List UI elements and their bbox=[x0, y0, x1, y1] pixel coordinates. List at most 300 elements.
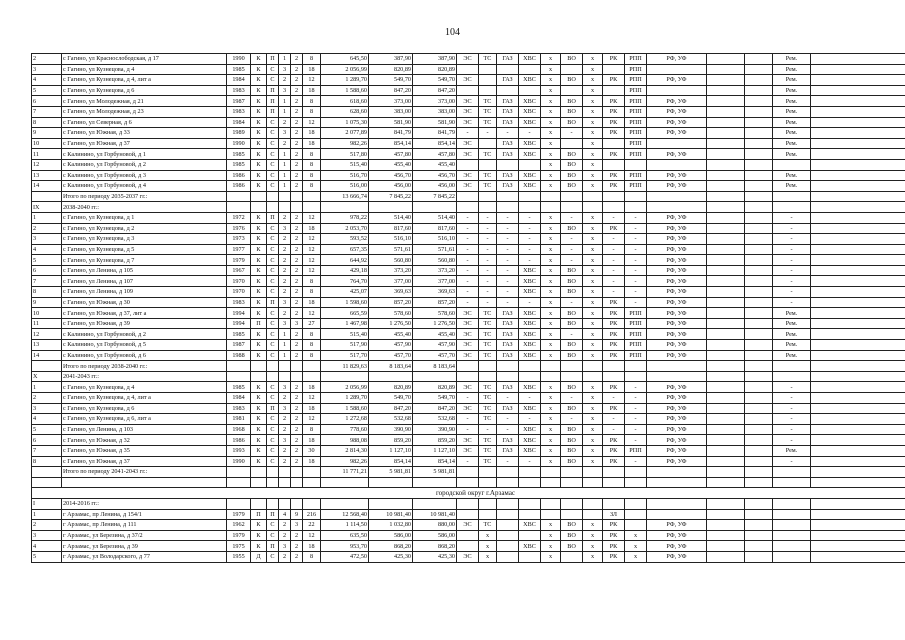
cell-es: ЭС bbox=[457, 520, 479, 531]
cell-col22 bbox=[707, 551, 745, 562]
cell-rf-uf: РФ, УФ bbox=[647, 223, 707, 234]
cell-area-residential: 514,40 bbox=[413, 212, 457, 223]
cell-wall: К bbox=[251, 393, 267, 404]
cell-area-residential: 820,89 bbox=[413, 64, 457, 75]
cell-roof bbox=[267, 498, 279, 509]
cell-col23 bbox=[745, 297, 773, 308]
cell-rk: РК bbox=[603, 170, 625, 181]
cell-hvs bbox=[519, 477, 541, 488]
cell-rk: РК bbox=[603, 106, 625, 117]
cell-hvs: - bbox=[519, 456, 541, 467]
cell-num: 1 bbox=[32, 212, 62, 223]
cell-hvs: ХВС bbox=[519, 435, 541, 446]
cell-vo bbox=[561, 477, 583, 488]
cell-area-residential: 455,40 bbox=[413, 159, 457, 170]
cell-vdo: х bbox=[583, 106, 603, 117]
cell-area-residential: 841,79 bbox=[413, 128, 457, 139]
cell-floors: 2 bbox=[291, 287, 303, 298]
cell-vo: ВО bbox=[561, 75, 583, 86]
cell-wall: К bbox=[251, 170, 267, 181]
cell-year: 1989 bbox=[227, 128, 251, 139]
cell-area-residential: 847,20 bbox=[413, 85, 457, 96]
cell-vdo: х bbox=[583, 297, 603, 308]
cell-vdo: х bbox=[583, 393, 603, 404]
cell-rem: - bbox=[773, 287, 811, 298]
cell-col22 bbox=[707, 445, 745, 456]
cell-rk: РК bbox=[603, 340, 625, 351]
cell-num: 7 bbox=[32, 106, 62, 117]
cell-area-residential bbox=[413, 202, 457, 213]
cell-extra bbox=[811, 467, 905, 478]
cell-gvs: х bbox=[541, 403, 561, 414]
table-row bbox=[32, 297, 905, 308]
cell-wall: К bbox=[251, 244, 267, 255]
cell-num: 7 bbox=[32, 276, 62, 287]
cell-col22 bbox=[707, 456, 745, 467]
cell-address: с Гагино, ул Краснослободская, д 17 bbox=[62, 54, 227, 65]
cell-rf-uf: РФ, УФ bbox=[647, 340, 707, 351]
cell-col22 bbox=[707, 424, 745, 435]
cell-sections: 2 bbox=[279, 414, 291, 425]
cell-num bbox=[32, 467, 62, 478]
cell-col23 bbox=[745, 477, 773, 488]
cell-col23 bbox=[745, 467, 773, 478]
cell-vo: ВО bbox=[561, 106, 583, 117]
cell-year: 1967 bbox=[227, 265, 251, 276]
cell-rpp: - bbox=[625, 393, 647, 404]
cell-col22 bbox=[707, 202, 745, 213]
cell-rf-uf: РФ, УФ bbox=[647, 382, 707, 393]
cell-ts: ТС bbox=[479, 106, 497, 117]
cell-es: ЭС bbox=[457, 340, 479, 351]
table-row bbox=[32, 276, 905, 287]
cell-address: 2038-2040 гг.: bbox=[62, 202, 227, 213]
cell-vdo: х bbox=[583, 530, 603, 541]
cell-hvs: - bbox=[519, 414, 541, 425]
cell-rem: - bbox=[773, 435, 811, 446]
cell-area-residential: 857,20 bbox=[413, 297, 457, 308]
cell-year: 1975 bbox=[227, 541, 251, 552]
cell-extra bbox=[811, 393, 905, 404]
cell-address: с Гагино, ул Ленина, д 107 bbox=[62, 276, 227, 287]
cell-es bbox=[457, 541, 479, 552]
cell-rf-uf: РФ, УФ bbox=[647, 255, 707, 266]
cell-col23 bbox=[745, 75, 773, 86]
cell-num: X bbox=[32, 371, 62, 382]
cell-hvs: ХВС bbox=[519, 424, 541, 435]
cell-flats bbox=[303, 498, 321, 509]
cell-area-residential: 457,90 bbox=[413, 340, 457, 351]
cell-col23 bbox=[745, 276, 773, 287]
cell-area-total: 13 666,74 bbox=[321, 191, 369, 202]
cell-es: - bbox=[457, 287, 479, 298]
cell-area-living: 841,79 bbox=[369, 128, 413, 139]
cell-col22 bbox=[707, 191, 745, 202]
cell-vdo: х bbox=[583, 54, 603, 65]
cell-gvs: х bbox=[541, 435, 561, 446]
cell-address: с Гагино, ул Молодежная, д 23 bbox=[62, 106, 227, 117]
cell-floors: 2 bbox=[291, 149, 303, 160]
cell-sections: 3 bbox=[279, 85, 291, 96]
cell-address: с Гагино, ул Кузнецова, д 2 bbox=[62, 223, 227, 234]
cell-year bbox=[227, 477, 251, 488]
cell-gas bbox=[497, 361, 519, 372]
cell-hvs: ХВС bbox=[519, 138, 541, 149]
cell-rpp: х bbox=[625, 530, 647, 541]
cell-sections: 2 bbox=[279, 551, 291, 562]
cell-area-total: 953,70 bbox=[321, 541, 369, 552]
cell-wall: К bbox=[251, 212, 267, 223]
cell-gas bbox=[497, 371, 519, 382]
cell-address: 2041-2043 гг.: bbox=[62, 371, 227, 382]
cell-roof: С bbox=[267, 424, 279, 435]
cell-gas: - bbox=[497, 276, 519, 287]
cell-rpp bbox=[625, 371, 647, 382]
cell-gas: - bbox=[497, 255, 519, 266]
cell-col22 bbox=[707, 106, 745, 117]
cell-col22 bbox=[707, 128, 745, 139]
cell-sections: 3 bbox=[279, 541, 291, 552]
cell-area-living: 514,40 bbox=[369, 212, 413, 223]
cell-wall bbox=[251, 191, 267, 202]
cell-vo bbox=[561, 85, 583, 96]
cell-hvs: ХВС bbox=[519, 318, 541, 329]
cell-num: 8 bbox=[32, 456, 62, 467]
cell-sections: 4 bbox=[279, 509, 291, 520]
cell-gvs bbox=[541, 498, 561, 509]
cell-ts: х bbox=[479, 551, 497, 562]
cell-vdo bbox=[583, 509, 603, 520]
cell-col22 bbox=[707, 340, 745, 351]
cell-flats: 12 bbox=[303, 414, 321, 425]
cell-es bbox=[457, 85, 479, 96]
cell-area-total: 2 056,99 bbox=[321, 64, 369, 75]
cell-ts bbox=[479, 477, 497, 488]
cell-area-residential: 456,70 bbox=[413, 170, 457, 181]
cell-year: 1983 bbox=[227, 403, 251, 414]
cell-year: 1994 bbox=[227, 318, 251, 329]
cell-area-residential: 549,70 bbox=[413, 393, 457, 404]
cell-area-total bbox=[321, 202, 369, 213]
cell-floors: 2 bbox=[291, 106, 303, 117]
cell-ts: - bbox=[479, 276, 497, 287]
cell-floors: 2 bbox=[291, 54, 303, 65]
cell-area-total bbox=[321, 371, 369, 382]
cell-address: с Гагино, ул Кузнецова, д 6 bbox=[62, 85, 227, 96]
cell-hvs bbox=[519, 371, 541, 382]
cell-year: 1984 bbox=[227, 393, 251, 404]
cell-address: с Гагино, ул Ленина, д 105 bbox=[62, 265, 227, 276]
cell-rf-uf: РФ, УФ bbox=[647, 265, 707, 276]
cell-gas: ГАЗ bbox=[497, 181, 519, 192]
cell-col23 bbox=[745, 350, 773, 361]
cell-vo: ВО bbox=[561, 541, 583, 552]
cell-es: - bbox=[457, 234, 479, 245]
cell-num: 4 bbox=[32, 414, 62, 425]
cell-area-total: 425,07 bbox=[321, 287, 369, 298]
cell-area-total: 2 056,99 bbox=[321, 382, 369, 393]
cell-vdo: х bbox=[583, 128, 603, 139]
cell-sections: 3 bbox=[279, 318, 291, 329]
cell-extra bbox=[811, 212, 905, 223]
cell-extra bbox=[811, 54, 905, 65]
cell-wall: К bbox=[251, 96, 267, 107]
cell-hvs bbox=[519, 467, 541, 478]
cell-flats: 30 bbox=[303, 445, 321, 456]
cell-vo bbox=[561, 467, 583, 478]
cell-extra bbox=[811, 424, 905, 435]
cell-flats: 18 bbox=[303, 403, 321, 414]
cell-roof bbox=[267, 467, 279, 478]
cell-rem: - bbox=[773, 212, 811, 223]
cell-wall: К bbox=[251, 287, 267, 298]
cell-gvs: х bbox=[541, 308, 561, 319]
cell-wall bbox=[251, 467, 267, 478]
cell-gas: ГАЗ bbox=[497, 318, 519, 329]
cell-vdo: х bbox=[583, 435, 603, 446]
cell-col23 bbox=[745, 403, 773, 414]
cell-year: 1981 bbox=[227, 414, 251, 425]
cell-rpp: РПП bbox=[625, 138, 647, 149]
cell-vdo bbox=[583, 498, 603, 509]
cell-es: ЭС bbox=[457, 138, 479, 149]
cell-wall: К bbox=[251, 75, 267, 86]
cell-roof: П bbox=[267, 85, 279, 96]
cell-num: 10 bbox=[32, 308, 62, 319]
cell-floors: 2 bbox=[291, 445, 303, 456]
cell-area-living: 455,40 bbox=[369, 159, 413, 170]
cell-extra bbox=[811, 128, 905, 139]
cell-flats: 12 bbox=[303, 530, 321, 541]
cell-sections: 1 bbox=[279, 181, 291, 192]
table-row bbox=[32, 318, 905, 329]
cell-num: 4 bbox=[32, 541, 62, 552]
cell-rem: Рем. bbox=[773, 96, 811, 107]
cell-extra bbox=[811, 445, 905, 456]
cell-rk: - bbox=[603, 287, 625, 298]
table-row bbox=[32, 170, 905, 181]
cell-vdo: х bbox=[583, 308, 603, 319]
cell-col23 bbox=[745, 361, 773, 372]
cell-extra bbox=[811, 276, 905, 287]
cell-num: 11 bbox=[32, 318, 62, 329]
cell-year: 1976 bbox=[227, 223, 251, 234]
cell-gas: - bbox=[497, 223, 519, 234]
cell-area-living: 820,89 bbox=[369, 64, 413, 75]
cell-area-residential: 1 276,50 bbox=[413, 318, 457, 329]
cell-area-living: 387,90 bbox=[369, 54, 413, 65]
cell-gvs: х bbox=[541, 445, 561, 456]
cell-area-residential: 854,14 bbox=[413, 138, 457, 149]
cell-area-living: 854,14 bbox=[369, 138, 413, 149]
cell-area-living: 369,63 bbox=[369, 287, 413, 298]
cell-address: Итого по периоду 2035-2037 гг.: bbox=[62, 191, 227, 202]
cell-vo: ВО bbox=[561, 181, 583, 192]
cell-sections bbox=[279, 477, 291, 488]
cell-area-living bbox=[369, 498, 413, 509]
cell-floors bbox=[291, 371, 303, 382]
cell-extra bbox=[811, 96, 905, 107]
cell-num: 3 bbox=[32, 530, 62, 541]
cell-area-living: 457,80 bbox=[369, 149, 413, 160]
cell-wall: К bbox=[251, 255, 267, 266]
cell-wall: К bbox=[251, 276, 267, 287]
cell-ts: ТС bbox=[479, 403, 497, 414]
cell-year: 1987 bbox=[227, 340, 251, 351]
cell-year: 1979 bbox=[227, 530, 251, 541]
cell-roof: С bbox=[267, 318, 279, 329]
cell-sections: 1 bbox=[279, 96, 291, 107]
cell-es: ЭС bbox=[457, 403, 479, 414]
cell-rpp: РПП bbox=[625, 340, 647, 351]
cell-hvs: ХВС bbox=[519, 96, 541, 107]
cell-es: - bbox=[457, 424, 479, 435]
cell-gvs: х bbox=[541, 181, 561, 192]
cell-rpp: РПП bbox=[625, 54, 647, 65]
cell-ts bbox=[479, 202, 497, 213]
cell-roof: С bbox=[267, 308, 279, 319]
cell-gas: ГАЗ bbox=[497, 117, 519, 128]
cell-rf-uf: РФ, УФ bbox=[647, 393, 707, 404]
cell-hvs: ХВС bbox=[519, 149, 541, 160]
cell-wall bbox=[251, 202, 267, 213]
section-header-row bbox=[32, 202, 905, 213]
cell-area-total: 2 077,89 bbox=[321, 128, 369, 139]
section-header-row bbox=[32, 371, 905, 382]
cell-col23 bbox=[745, 340, 773, 351]
cell-wall: К bbox=[251, 340, 267, 351]
cell-rpp: - bbox=[625, 287, 647, 298]
cell-sections: 1 bbox=[279, 159, 291, 170]
cell-floors: 2 bbox=[291, 530, 303, 541]
cell-flats: 27 bbox=[303, 318, 321, 329]
cell-area-total: 516,00 bbox=[321, 181, 369, 192]
cell-num: 8 bbox=[32, 117, 62, 128]
cell-hvs: - bbox=[519, 234, 541, 245]
cell-col23 bbox=[745, 382, 773, 393]
cell-num: 9 bbox=[32, 128, 62, 139]
cell-area-living bbox=[369, 202, 413, 213]
cell-rem: Рем. bbox=[773, 64, 811, 75]
cell-area-living: 8 183,64 bbox=[369, 361, 413, 372]
subtotal-row bbox=[32, 361, 905, 372]
cell-col22 bbox=[707, 520, 745, 531]
cell-rem: - bbox=[773, 297, 811, 308]
cell-rem: - bbox=[773, 403, 811, 414]
cell-gvs: х bbox=[541, 456, 561, 467]
cell-rpp: - bbox=[625, 223, 647, 234]
cell-rk: РК bbox=[603, 445, 625, 456]
cell-wall: К bbox=[251, 520, 267, 531]
cell-area-total: 515,40 bbox=[321, 329, 369, 340]
cell-es: - bbox=[457, 255, 479, 266]
cell-ts: - bbox=[479, 255, 497, 266]
cell-area-residential: 859,20 bbox=[413, 435, 457, 446]
cell-gas bbox=[497, 530, 519, 541]
cell-address: с Гагино, ул Кузнецова, д 4, лит а bbox=[62, 75, 227, 86]
cell-col22 bbox=[707, 371, 745, 382]
cell-rk: РК bbox=[603, 520, 625, 531]
cell-gvs bbox=[541, 361, 561, 372]
cell-rf-uf: РФ, УФ bbox=[647, 329, 707, 340]
cell-rem: - bbox=[773, 393, 811, 404]
cell-flats: 12 bbox=[303, 234, 321, 245]
cell-rk bbox=[603, 138, 625, 149]
cell-vdo: х bbox=[583, 244, 603, 255]
cell-area-living: 532,68 bbox=[369, 414, 413, 425]
cell-flats bbox=[303, 371, 321, 382]
cell-gas: ГАЗ bbox=[497, 340, 519, 351]
cell-area-living bbox=[369, 477, 413, 488]
table-row bbox=[32, 414, 905, 425]
cell-hvs: ХВС bbox=[519, 329, 541, 340]
cell-gas: ГАЗ bbox=[497, 445, 519, 456]
cell-vo: - bbox=[561, 414, 583, 425]
table-row bbox=[32, 255, 905, 266]
table-row bbox=[32, 64, 905, 75]
cell-vdo: х bbox=[583, 85, 603, 96]
table-row bbox=[32, 106, 905, 117]
cell-rf-uf: РФ, УФ bbox=[647, 414, 707, 425]
cell-rk: - bbox=[603, 212, 625, 223]
cell-vdo bbox=[583, 467, 603, 478]
cell-roof: С bbox=[267, 551, 279, 562]
cell-floors: 2 bbox=[291, 117, 303, 128]
cell-rk bbox=[603, 361, 625, 372]
cell-area-residential: 390,90 bbox=[413, 424, 457, 435]
cell-rk: РК bbox=[603, 96, 625, 107]
cell-ts: - bbox=[479, 128, 497, 139]
cell-col22 bbox=[707, 414, 745, 425]
cell-area-living: 457,70 bbox=[369, 350, 413, 361]
cell-extra bbox=[811, 64, 905, 75]
cell-rem: Рем. bbox=[773, 170, 811, 181]
cell-area-total: 978,22 bbox=[321, 212, 369, 223]
cell-rk: РК bbox=[603, 318, 625, 329]
cell-col22 bbox=[707, 287, 745, 298]
cell-area-living: 425,30 bbox=[369, 551, 413, 562]
cell-rk: - bbox=[603, 234, 625, 245]
table-row bbox=[32, 159, 905, 170]
cell-rpp: РПП bbox=[625, 96, 647, 107]
cell-wall: К bbox=[251, 297, 267, 308]
cell-rk: ЗЛ bbox=[603, 509, 625, 520]
cell-gvs: х bbox=[541, 318, 561, 329]
cell-hvs: - bbox=[519, 128, 541, 139]
cell-gas: ГАЗ bbox=[497, 54, 519, 65]
cell-hvs: ХВС bbox=[519, 445, 541, 456]
cell-vo: ВО bbox=[561, 159, 583, 170]
cell-col22 bbox=[707, 170, 745, 181]
cell-vdo: х bbox=[583, 170, 603, 181]
cell-gas: - bbox=[497, 424, 519, 435]
cell-gas: ГАЗ bbox=[497, 329, 519, 340]
cell-es bbox=[457, 202, 479, 213]
cell-es: ЭС bbox=[457, 551, 479, 562]
cell-gas bbox=[497, 498, 519, 509]
cell-roof: С bbox=[267, 181, 279, 192]
cell-extra bbox=[811, 340, 905, 351]
cell-col22 bbox=[707, 85, 745, 96]
cell-sections bbox=[279, 498, 291, 509]
cell-floors bbox=[291, 191, 303, 202]
cell-es: ЭС bbox=[457, 382, 479, 393]
cell-vdo: х bbox=[583, 445, 603, 456]
page-number: 104 bbox=[445, 27, 460, 38]
cell-vo: ВО bbox=[561, 54, 583, 65]
cell-area-total: 12 568,40 bbox=[321, 509, 369, 520]
cell-flats: 12 bbox=[303, 255, 321, 266]
